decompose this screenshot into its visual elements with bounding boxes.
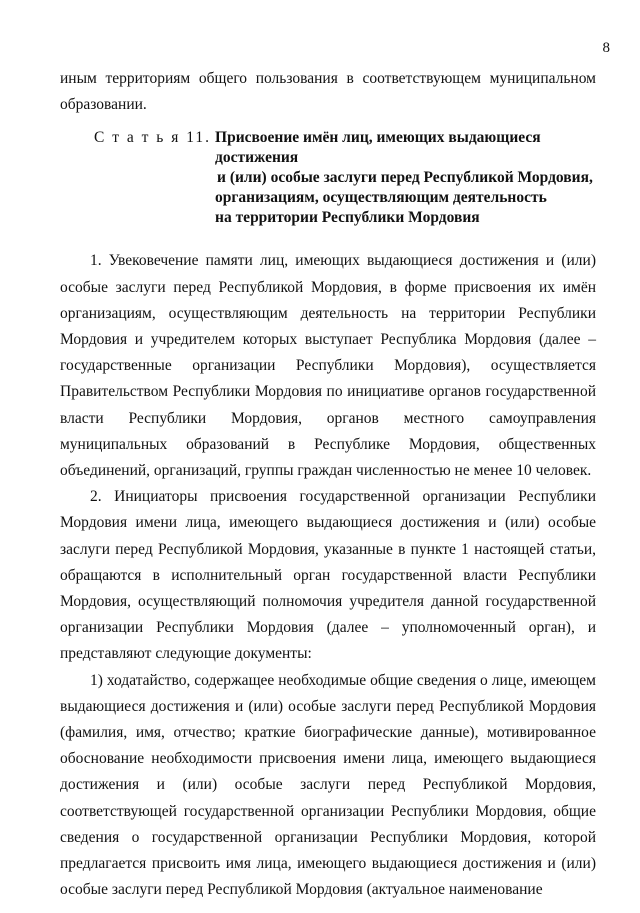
article-label: С т а т ь я 11. (94, 129, 212, 147)
article-heading (94, 128, 596, 228)
article-title (215, 128, 596, 228)
page-number: 8 (602, 40, 610, 56)
article-title-line: на территории Республики Мордовия (215, 209, 480, 227)
article-title-line: организациям, осуществляющим деятельность (215, 189, 547, 207)
paragraph-2: 2. Инициаторы присвоения государственной организации Республики Мордовия имени лица, имеющего выдающиеся достижения и (или) особые заслуги перед Республикой Мордовия, указанные в пункте 1 настоящей статьи, обращаются в исполнительный орган государственной власти Республики Мордовия, осуществляющий полномочия учредителя данной государственной организации Республики Мордовия (далее – уполномоченный орган), и представляют следующие документы: (60, 488, 596, 663)
paragraph-1: 1. Увековечение памяти лиц, имеющих выдающиеся достижения и (или) особые заслуги перед Республикой Мордовия, в форме присвоения их имён организациям, осуществляющим деятельность на территории Республики Мордовия и учредителем которых выступает Республика Мордовия (далее – государственные организации Республики Мордовия), осуществляется Правительством Республики Мордовия по инициативе органов государственной власти Республики Мордовия, органов местного самоуправления муниципальных образований в Республике Мордовия, общественных объединений, организаций, группы граждан численностью не менее 10 человек. (60, 252, 596, 480)
continuation-paragraph: иным территориям общего пользования в соответствующем муниципальном образовании. (60, 70, 596, 114)
document-body (60, 66, 596, 903)
article-title-line: и (или) особые заслуги перед Республикой Мордовия, (217, 169, 593, 187)
article-title-line: Присвоение имён лиц, имеющих выдающиеся достижения (215, 129, 541, 167)
paragraph-2-item-1: 1) ходатайство, содержащее необходимые общие сведения о лице, имеющем выдающиеся достижения и (или) особые заслуги перед Республикой Мордовия (фамилия, имя, отчество; краткие биографические данные), мотивированное обоснование необходимости присвоения имени лица, имеющего выдающиеся достижения и (или) особые заслуги перед Республикой Мордовия, соответствующей государственной организации Республики Мордовия, общие сведения о государственной организации Республики Мордовия, которой предлагается присвоить имя лица, имеющего выдающиеся достижения и (или) особые заслуги перед Республикой Мордовия (актуальное наименование (60, 671, 596, 899)
